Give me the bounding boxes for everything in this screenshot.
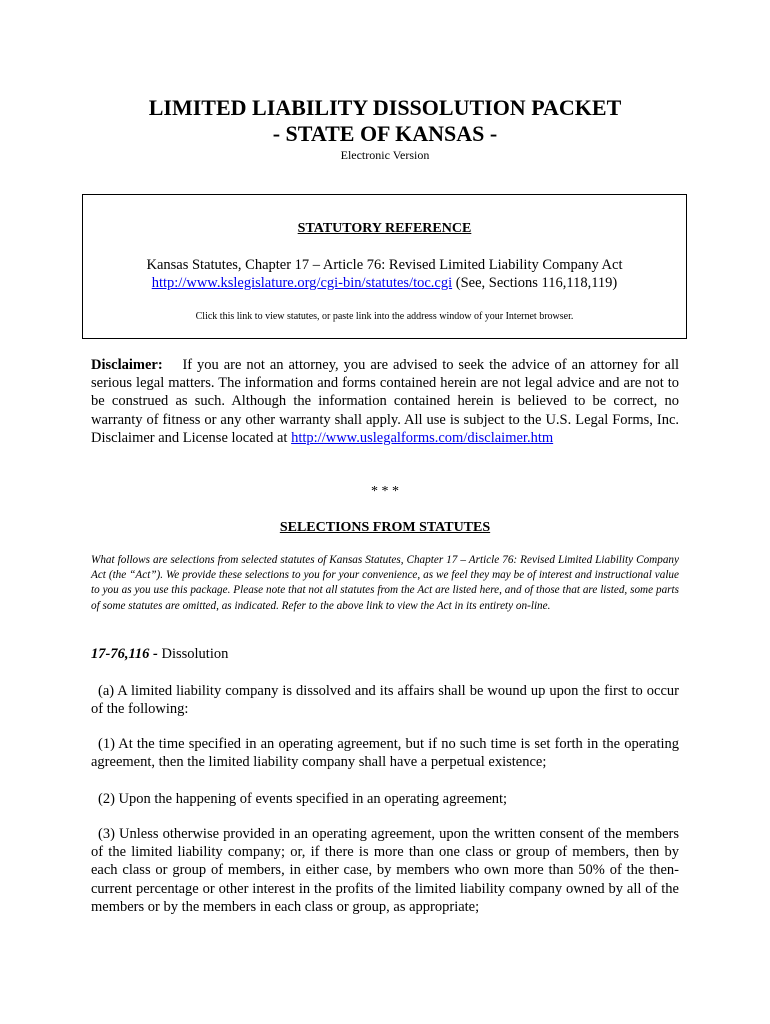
section-paragraph-1: (1) At the time specified in an operating agreement, but if no such time is set forth in the operating agreement, then the limited liability company shall have a perpetual existence;: [91, 736, 679, 771]
section-paragraph-3: (3) Unless otherwise provided in an operating agreement, upon the written consent of the members of the limited liability company; or, if there is more than one class or group of members, then by each class or group of members, in either case, by members who own more than 50% of the then-current percentage or other interest in the profits of the limited liability company owned by all of the members or by the members in each class or group, as appropriate;: [91, 826, 679, 915]
statutes-link[interactable]: http://www.kslegislature.org/cgi-bin/statutes/toc.cgi: [151, 275, 453, 291]
section-heading: [91, 646, 228, 663]
statutory-reference-heading: STATUTORY REFERENCE: [297, 221, 472, 236]
statutory-reference-box: [82, 194, 687, 339]
statute-citation: Kansas Statutes, Chapter 17 – Article 76: Revised Limited Liability Company Act: [146, 257, 623, 273]
section-paragraph-2: (2) Upon the happening of events specified in an operating agreement;: [98, 791, 508, 807]
disclaimer-link[interactable]: http://www.uslegalforms.com/disclaimer.htm: [291, 429, 554, 446]
selections-heading: SELECTIONS FROM STATUTES: [279, 520, 491, 535]
statute-link-note: Click this link to view statutes, or paste link into the address window of your Internet browser.: [195, 311, 574, 322]
document-title-line2: - STATE OF KANSAS -: [272, 121, 498, 146]
selections-intro: What follows are selections from selected statutes of Kansas Statutes, Chapter 17 – Article 76: Revised Limited Liability Company Act (the “Act”). We provide these selections to you for your convenience, as we feel they may be of interest and instructional value to you as you use this package. Please note that not all statutes from the Act are listed here, and of those that are listed, some parts of some statutes are omitted, as indicated. Refer to the above link to view the Act in its entirety on-line.: [91, 554, 679, 612]
document-subtitle: Electronic Version: [340, 148, 430, 162]
disclaimer-paragraph: [91, 356, 679, 447]
statute-sections-text: (See, Sections 116,118,119): [452, 275, 618, 291]
document-title-line1: LIMITED LIABILITY DISSOLUTION PACKET: [148, 95, 622, 120]
section-paragraph-a: (a) A limited liability company is dissolved and its affairs shall be wound up upon the first to occur of the following:: [91, 683, 679, 718]
statute-link-line: [83, 275, 686, 292]
disclaimer-label: Disclaimer:: [91, 357, 163, 373]
section-name: Dissolution: [157, 646, 229, 662]
disclaimer-text: If you are not an attorney, you are advised to seek the advice of an attorney for all serious legal matters. The information and forms contained herein are not legal advice and are not to be construed as such. Although the information contained herein is believed to be correct, no warranty of fitness or any other warranty shall apply. All use is subject to the U.S. Legal Forms, Inc. Disclaimer and License located at: [91, 357, 679, 446]
section-separator: * * *: [371, 484, 399, 499]
section-number: 17-76,116 -: [91, 646, 158, 662]
